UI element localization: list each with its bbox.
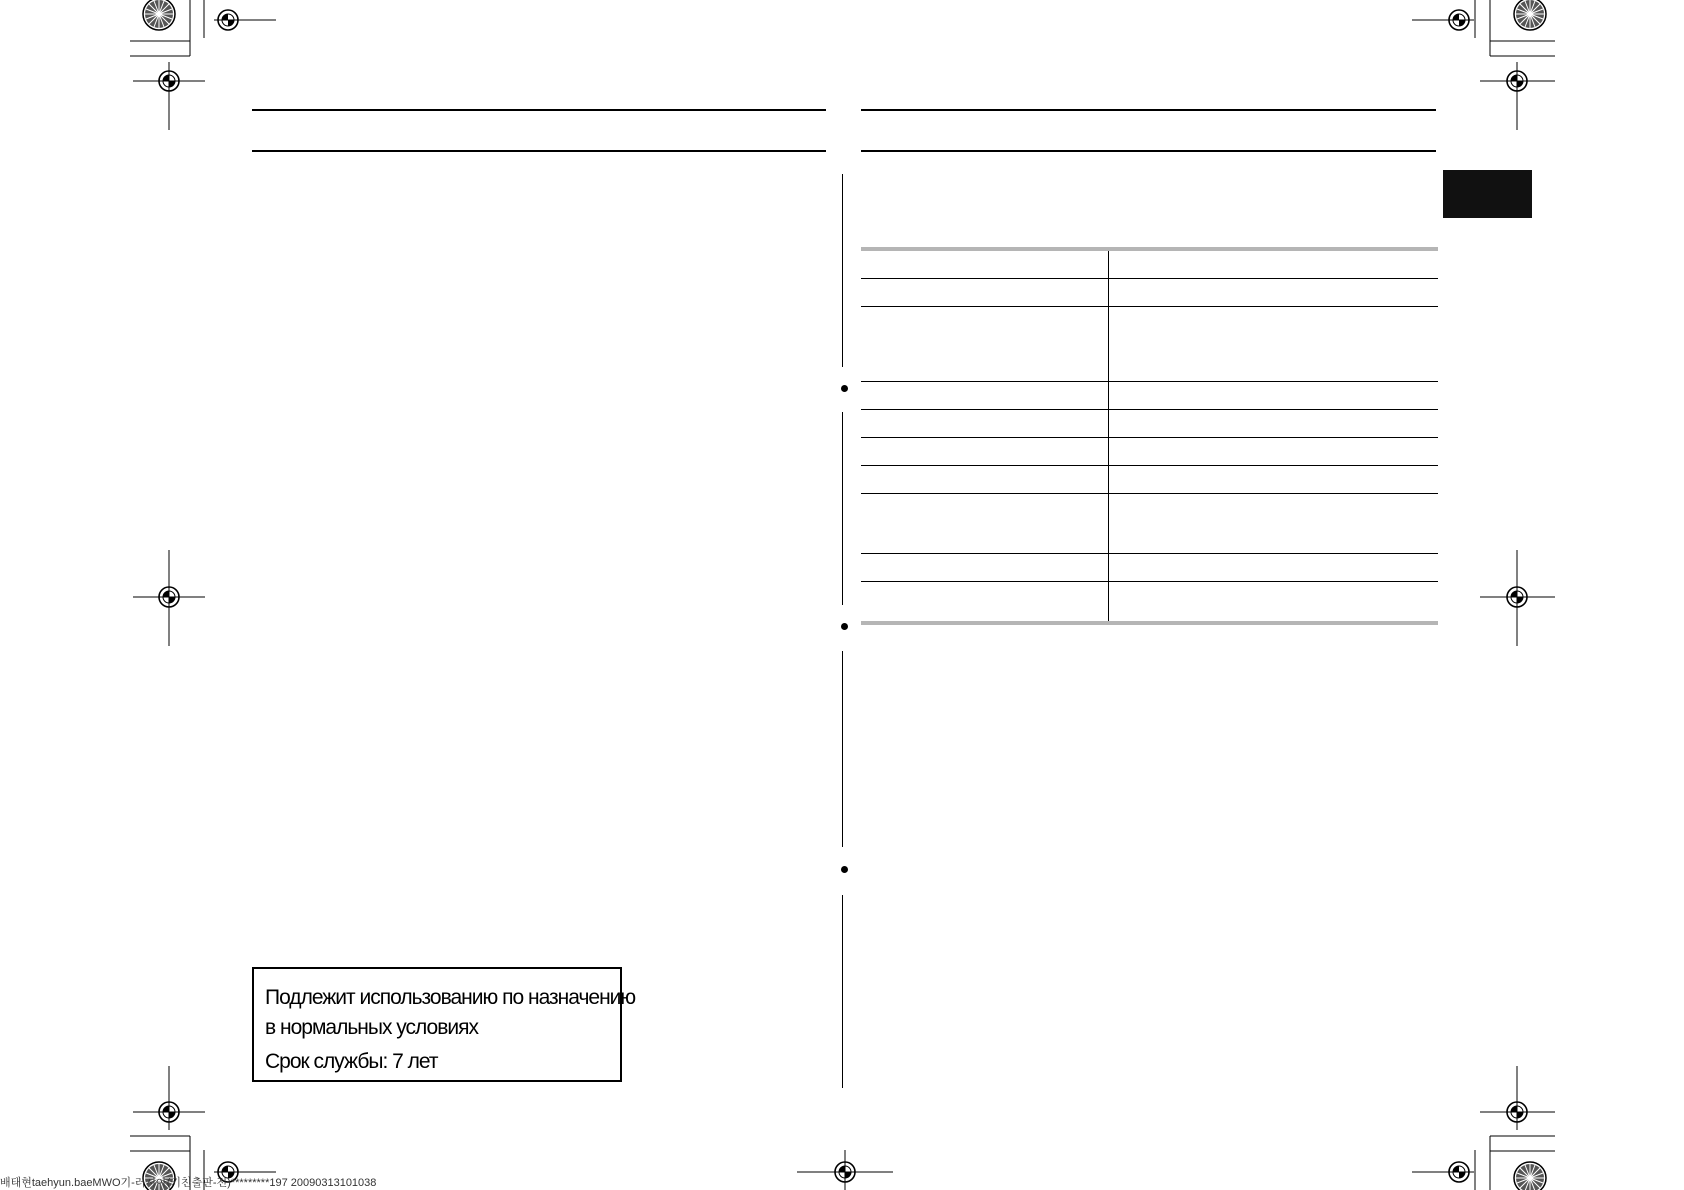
table-row [861,278,1438,306]
notice-line-2: в нормальных условиях [265,1016,478,1039]
gutter-bullet [841,866,848,873]
gutter-line [842,895,843,1088]
color-wheel-icon [1514,0,1546,30]
gutter-bullet [841,623,848,630]
right-page-header-rule [861,150,1436,152]
table-cell-label [861,278,1109,306]
table-row [861,381,1438,409]
color-wheel-icon [1514,1162,1546,1190]
table-row [861,437,1438,465]
table-cell-value [1109,409,1439,437]
table-cell-label [861,306,1109,381]
table-row [861,306,1438,381]
table-row [861,465,1438,493]
table-cell-value [1109,581,1439,623]
chapter-tab [1443,170,1532,218]
table-cell-value [1109,306,1439,381]
table-cell-label [861,465,1109,493]
table-row [861,581,1438,623]
printer-slug: 배태현taehyun.baeMWO기-러시아(키친출판-전)*********197 20090313101038 [0,1177,377,1189]
notice-line-1: Подлежит использованию по назначению [265,986,636,1009]
table-cell-label [861,553,1109,581]
specifications-table [861,247,1438,625]
table-cell-label [861,581,1109,623]
table-cell-label [861,409,1109,437]
table-cell-value [1109,278,1439,306]
table-row [861,493,1438,553]
table-cell-label [861,437,1109,465]
table-cell-value [1109,465,1439,493]
gutter-line [842,651,843,847]
service-life-notice [252,967,636,1082]
table-cell-label [861,249,1109,278]
table-cell-value [1109,381,1439,409]
table-cell-value [1109,437,1439,465]
color-wheel-icon [143,0,175,30]
right-page-top-rule [861,109,1436,111]
table-cell-label [861,493,1109,553]
left-page-top-rule [252,109,826,111]
table-cell-value [1109,493,1439,553]
table-cell-label [861,381,1109,409]
table-row [861,553,1438,581]
table-cell-value [1109,249,1439,278]
notice-service-life: Срок службы: 7 лет [265,1050,438,1073]
gutter-line [842,174,843,367]
gutter-line [842,412,843,605]
table-row [861,409,1438,437]
left-page-header-rule [252,150,826,152]
table-row [861,249,1438,278]
gutter-bullet [841,385,848,392]
table-cell-value [1109,553,1439,581]
